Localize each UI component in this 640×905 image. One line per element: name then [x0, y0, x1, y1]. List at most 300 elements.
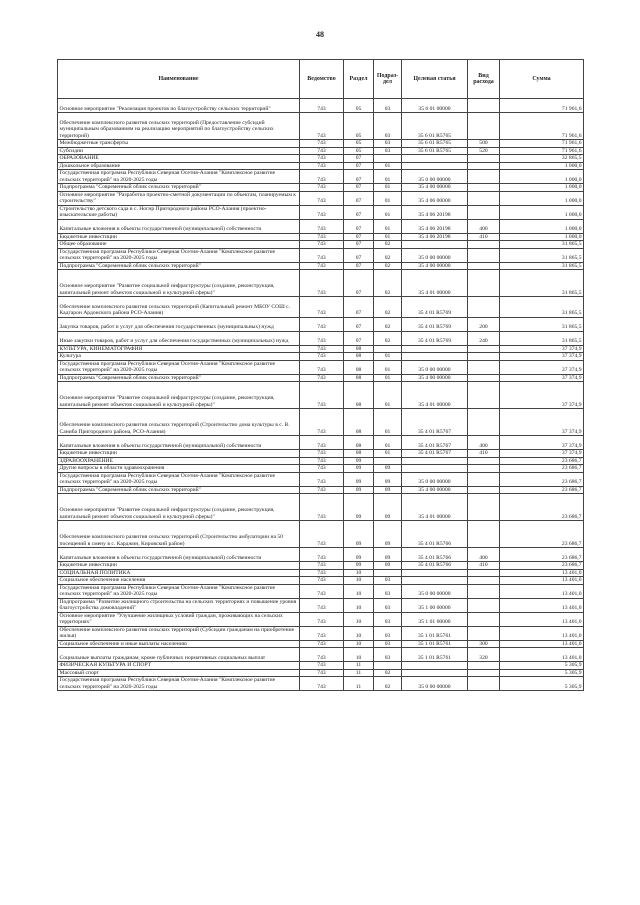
row-section: 10 [344, 648, 374, 662]
row-subsection: 02 [374, 331, 402, 345]
table-row [58, 248, 584, 262]
row-exp-type [468, 598, 500, 612]
row-amount: 13 401,0 [500, 640, 584, 648]
row-subsection: 02 [374, 317, 402, 331]
row-section: 05 [344, 147, 374, 155]
row-exp-type [468, 345, 500, 353]
row-dept: 743 [300, 669, 344, 677]
row-dept: 743 [300, 548, 344, 562]
table-row [58, 345, 584, 353]
row-article: 35 4 01 00000 [402, 270, 468, 297]
row-article [402, 662, 468, 670]
table-row [58, 382, 584, 409]
row-dept: 743 [300, 317, 344, 331]
row-amount: 23 686,7 [500, 465, 584, 473]
row-article [402, 465, 468, 473]
row-dept: 743 [300, 521, 344, 548]
table-row [58, 241, 584, 249]
row-article [402, 669, 468, 677]
row-section: 11 [344, 669, 374, 677]
row-dept: 743 [300, 219, 344, 233]
table-row [58, 184, 584, 192]
row-article: 35 4 01 R5766 [402, 562, 468, 570]
table-row [58, 457, 584, 465]
row-name: Подпрограмма "Развитие жилищного строительства на сельских территориях и повышение уровня благоустройства домовладений" [58, 598, 300, 612]
row-subsection: 01 [374, 409, 402, 436]
row-amount: 31 865,5 [500, 331, 584, 345]
row-dept: 743 [300, 677, 344, 691]
row-name: Государственная программа Республики Северная Осетия-Алания "Комплексное развитие сельских территорий" на 2020-2025 годы [58, 248, 300, 262]
row-exp-type [468, 472, 500, 486]
row-article [402, 457, 468, 465]
table-row [58, 162, 584, 170]
table-row [58, 486, 584, 494]
table-row [58, 270, 584, 297]
row-article [402, 162, 468, 170]
row-dept: 743 [300, 465, 344, 473]
row-name: Основное мероприятие "Реализация проектов по благоустройству сельских территорий" [58, 99, 300, 113]
row-subsection [374, 662, 402, 670]
row-amount: 13 401,0 [500, 626, 584, 640]
row-article: 35 4 01 00000 [402, 382, 468, 409]
row-amount: 1 000,0 [500, 205, 584, 219]
row-section: 08 [344, 436, 374, 450]
header-subsection: Подраз-дел [374, 60, 402, 99]
row-article: 35 4 01 R5769 [402, 317, 468, 331]
table-row [58, 374, 584, 382]
row-dept: 743 [300, 233, 344, 241]
row-section: 08 [344, 382, 374, 409]
row-amount: 71 961,6 [500, 147, 584, 155]
row-subsection: 02 [374, 241, 402, 249]
row-dept: 743 [300, 248, 344, 262]
table-row [58, 640, 584, 648]
row-subsection: 03 [374, 99, 402, 113]
row-amount: 1 000,0 [500, 170, 584, 184]
row-article: 35 0 00 00000 [402, 248, 468, 262]
row-section: 11 [344, 662, 374, 670]
row-amount: 37 374,9 [500, 360, 584, 374]
row-subsection: 09 [374, 562, 402, 570]
row-subsection: 01 [374, 205, 402, 219]
row-dept: 743 [300, 331, 344, 345]
row-name: Бюджетные инвестиции [58, 450, 300, 458]
table-row [58, 140, 584, 148]
row-subsection: 01 [374, 162, 402, 170]
header-name: Наименование [58, 60, 300, 99]
row-name: Социальные выплаты гражданам, кроме публичных нормативных социальных выплат [58, 648, 300, 662]
row-name: Государственная программа Республики Северная Осетия-Алания "Комплексное развитие сельских территорий" на 2020-2025 годы [58, 472, 300, 486]
row-amount: 31 865,5 [500, 270, 584, 297]
row-amount: 1 000,0 [500, 233, 584, 241]
row-name: Обеспечение комплексного развития сельских территорий (Предоставление субсидий муниципальным образованиям на реализацию мероприятий по благоустройству сельских территорий) [58, 113, 300, 140]
row-name: Общее образование [58, 241, 300, 249]
row-exp-type [468, 155, 500, 163]
row-exp-type: 240 [468, 331, 500, 345]
row-section: 05 [344, 99, 374, 113]
row-dept: 743 [300, 577, 344, 585]
row-exp-type [468, 262, 500, 270]
row-name: Государственная программа Республики Северная Осетия-Алания "Комплексное развитие сельских территорий" на 2020-2025 годы [58, 584, 300, 598]
header-article: Целевая статья [402, 60, 468, 99]
row-dept: 743 [300, 191, 344, 205]
row-section: 09 [344, 562, 374, 570]
row-dept: 743 [300, 486, 344, 494]
row-amount: 13 401,0 [500, 598, 584, 612]
table-row [58, 577, 584, 585]
row-section: 10 [344, 612, 374, 626]
row-subsection: 09 [374, 465, 402, 473]
row-amount: 31 865,5 [500, 297, 584, 318]
row-dept: 743 [300, 662, 344, 670]
row-subsection: 03 [374, 612, 402, 626]
row-dept: 743 [300, 147, 344, 155]
row-section: 09 [344, 486, 374, 494]
row-exp-type: 400 [468, 436, 500, 450]
header-exp-type: Вид расхода [468, 60, 500, 99]
row-dept: 743 [300, 612, 344, 626]
header-section: Раздел [344, 60, 374, 99]
row-dept: 743 [300, 598, 344, 612]
row-dept: 743 [300, 382, 344, 409]
table-row [58, 569, 584, 577]
row-amount: 1 000,0 [500, 219, 584, 233]
table-row [58, 436, 584, 450]
row-exp-type [468, 353, 500, 361]
row-dept: 743 [300, 409, 344, 436]
row-article: 35 4 01 R5766 [402, 521, 468, 548]
row-article: 35 0 00 00000 [402, 677, 468, 691]
row-subsection: 02 [374, 248, 402, 262]
budget-table [57, 59, 584, 691]
row-article: 35 4 06 20198 [402, 233, 468, 241]
row-article: 35 6 01 R5765 [402, 147, 468, 155]
row-subsection: 03 [374, 147, 402, 155]
table-row [58, 465, 584, 473]
row-amount: 23 686,7 [500, 494, 584, 521]
row-amount: 37 374,9 [500, 374, 584, 382]
row-dept: 743 [300, 241, 344, 249]
row-exp-type [468, 409, 500, 436]
row-section: 07 [344, 331, 374, 345]
row-subsection: 01 [374, 233, 402, 241]
row-exp-type [468, 184, 500, 192]
row-dept: 743 [300, 472, 344, 486]
row-name: ЗДРАВООХРАНЕНИЕ [58, 457, 300, 465]
row-amount: 71 961,6 [500, 140, 584, 148]
row-amount: 13 401,0 [500, 612, 584, 626]
row-section: 08 [344, 345, 374, 353]
row-article [402, 353, 468, 361]
row-section: 10 [344, 577, 374, 585]
row-dept: 743 [300, 436, 344, 450]
row-article: 35 6 01 R5765 [402, 113, 468, 140]
row-section: 07 [344, 191, 374, 205]
row-dept: 743 [300, 450, 344, 458]
header-amount: Сумма [500, 60, 584, 99]
table-row [58, 331, 584, 345]
row-subsection: 09 [374, 494, 402, 521]
row-subsection [374, 155, 402, 163]
row-subsection: 03 [374, 640, 402, 648]
table-row [58, 669, 584, 677]
row-exp-type [468, 162, 500, 170]
row-section: 10 [344, 598, 374, 612]
row-name: Социальное обеспечение и иные выплаты населению [58, 640, 300, 648]
row-exp-type [468, 270, 500, 297]
row-name: Субсидии [58, 147, 300, 155]
row-section: 07 [344, 248, 374, 262]
row-article [402, 345, 468, 353]
row-section: 09 [344, 457, 374, 465]
row-dept: 743 [300, 270, 344, 297]
table-row [58, 494, 584, 521]
row-exp-type [468, 465, 500, 473]
table-row [58, 612, 584, 626]
row-amount: 1 000,0 [500, 191, 584, 205]
header-dept: Ведомство [300, 60, 344, 99]
page-number: 48 [316, 30, 324, 39]
row-name: Дошкольное образование [58, 162, 300, 170]
row-subsection: 02 [374, 270, 402, 297]
row-article: 35 4 00 00000 [402, 486, 468, 494]
row-section: 07 [344, 270, 374, 297]
row-section: 10 [344, 640, 374, 648]
row-section: 07 [344, 155, 374, 163]
row-dept: 743 [300, 345, 344, 353]
row-subsection: 03 [374, 626, 402, 640]
row-exp-type [468, 457, 500, 465]
row-exp-type [468, 241, 500, 249]
row-exp-type: 500 [468, 140, 500, 148]
row-amount: 31 865,5 [500, 241, 584, 249]
row-article: 35 4 00 00000 [402, 184, 468, 192]
row-section: 07 [344, 219, 374, 233]
row-exp-type [468, 113, 500, 140]
row-dept: 743 [300, 155, 344, 163]
table-body [58, 99, 584, 691]
row-exp-type [468, 205, 500, 219]
row-article: 35 4 01 R5767 [402, 409, 468, 436]
row-amount: 23 686,7 [500, 472, 584, 486]
row-dept: 743 [300, 162, 344, 170]
row-name: Основное мероприятие "Улучшение жилищных условий граждан, проживающих на сельских территориях" [58, 612, 300, 626]
row-section: 10 [344, 569, 374, 577]
row-dept: 743 [300, 569, 344, 577]
table-row [58, 297, 584, 318]
table-row [58, 548, 584, 562]
row-subsection: 09 [374, 472, 402, 486]
row-amount: 23 686,7 [500, 548, 584, 562]
table-row [58, 205, 584, 219]
row-amount: 31 865,5 [500, 317, 584, 331]
row-amount: 13 401,0 [500, 569, 584, 577]
row-article [402, 155, 468, 163]
row-dept: 743 [300, 457, 344, 465]
row-name: Обеспечение комплексного развития сельских территорий (Строительство амбулатории на 50 посещений в смену в с. Карджин, Кировский район) [58, 521, 300, 548]
row-exp-type [468, 382, 500, 409]
row-name: Массовый спорт [58, 669, 300, 677]
row-subsection: 03 [374, 584, 402, 598]
row-article: 35 0 00 00000 [402, 170, 468, 184]
row-section: 09 [344, 472, 374, 486]
row-amount: 1 000,0 [500, 184, 584, 192]
table-row [58, 409, 584, 436]
row-name: Основное мероприятие "Разработка проектно-сметной документации по объектам, планируемым к строительству" [58, 191, 300, 205]
row-exp-type [468, 669, 500, 677]
row-subsection: 03 [374, 113, 402, 140]
row-article [402, 577, 468, 585]
row-name: Подпрограмма "Современный облик сельских территорий" [58, 184, 300, 192]
row-name: Культура [58, 353, 300, 361]
table-row [58, 662, 584, 670]
row-dept: 743 [300, 353, 344, 361]
row-amount: 5 305,9 [500, 669, 584, 677]
row-section: 07 [344, 241, 374, 249]
row-amount: 23 686,7 [500, 457, 584, 465]
table-row [58, 598, 584, 612]
row-amount: 23 686,7 [500, 486, 584, 494]
row-subsection: 09 [374, 486, 402, 494]
row-amount: 31 865,5 [500, 248, 584, 262]
row-subsection: 02 [374, 262, 402, 270]
table-row [58, 472, 584, 486]
row-amount: 31 865,5 [500, 262, 584, 270]
row-amount: 23 686,7 [500, 562, 584, 570]
row-section: 07 [344, 205, 374, 219]
row-name: Бюджетные инвестиции [58, 233, 300, 241]
row-article: 35 6 01 R5765 [402, 140, 468, 148]
row-exp-type [468, 170, 500, 184]
row-subsection: 01 [374, 382, 402, 409]
row-subsection: 09 [374, 548, 402, 562]
row-subsection: 03 [374, 577, 402, 585]
row-subsection: 01 [374, 450, 402, 458]
row-article: 35 4 01 R5766 [402, 548, 468, 562]
row-section: 07 [344, 262, 374, 270]
row-dept: 743 [300, 584, 344, 598]
row-name: Основное мероприятие "Развитие социальной инфраструктуры (создание, реконструкция, капитальный ремонт объектов социальной и культурной сферы)" [58, 382, 300, 409]
row-article: 35 6 01 00000 [402, 99, 468, 113]
row-exp-type [468, 486, 500, 494]
row-article [402, 569, 468, 577]
row-name: Подпрограмма "Современный облик сельских территорий" [58, 486, 300, 494]
row-section: 09 [344, 521, 374, 548]
row-name: Социальное обеспечение населения [58, 577, 300, 585]
row-name: Обеспечение комплексного развития сельских территорий (Субсидии гражданам на приобретение жилья) [58, 626, 300, 640]
row-subsection: 01 [374, 170, 402, 184]
row-dept: 743 [300, 99, 344, 113]
row-amount: 37 374,9 [500, 345, 584, 353]
row-exp-type [468, 612, 500, 626]
row-section: 09 [344, 548, 374, 562]
row-subsection: 02 [374, 677, 402, 691]
budget-table-wrapper [57, 59, 583, 691]
row-subsection: 09 [374, 521, 402, 548]
row-dept: 743 [300, 374, 344, 382]
row-article: 35 4 01 R5767 [402, 436, 468, 450]
row-section: 07 [344, 317, 374, 331]
row-dept: 743 [300, 184, 344, 192]
row-amount: 32 865,5 [500, 155, 584, 163]
row-name: Основное мероприятие "Развитие социальной инфраструктуры (создание, реконструкция, капитальный ремонт объектов социальной и культурной сферы)" [58, 270, 300, 297]
row-dept: 743 [300, 640, 344, 648]
row-exp-type [468, 374, 500, 382]
row-article: 35 1 01 R5761 [402, 648, 468, 662]
row-amount: 5 305,9 [500, 677, 584, 691]
row-section: 10 [344, 626, 374, 640]
row-article: 35 1 01 R5761 [402, 626, 468, 640]
row-name: Строительство детского сада в с. Ногир Пригородного района РСО-Алания (проектно-изыскательские работы) [58, 205, 300, 219]
row-subsection: 01 [374, 353, 402, 361]
row-dept: 743 [300, 494, 344, 521]
table-row [58, 219, 584, 233]
row-amount: 37 374,9 [500, 353, 584, 361]
row-amount: 13 401,0 [500, 577, 584, 585]
row-subsection: 03 [374, 598, 402, 612]
row-name: Капитальные вложения в объекты государственной (муниципальной) собственности [58, 548, 300, 562]
row-section: 07 [344, 184, 374, 192]
row-section: 08 [344, 450, 374, 458]
row-exp-type: 300 [468, 640, 500, 648]
table-row [58, 191, 584, 205]
row-exp-type [468, 360, 500, 374]
row-name: Основное мероприятие "Развитие социальной инфраструктуры (создание, реконструкция, капитальный ремонт объектов социальной и культурной сферы)" [58, 494, 300, 521]
row-exp-type [468, 569, 500, 577]
row-exp-type: 410 [468, 233, 500, 241]
row-amount: 71 961,6 [500, 113, 584, 140]
row-exp-type [468, 494, 500, 521]
row-exp-type: 400 [468, 548, 500, 562]
row-article: 35 4 01 R5767 [402, 450, 468, 458]
row-dept: 743 [300, 297, 344, 318]
row-article: 35 1 01 R5761 [402, 640, 468, 648]
table-row [58, 317, 584, 331]
row-amount: 13 401,0 [500, 648, 584, 662]
row-name: Другие вопросы в области здравоохранения [58, 465, 300, 473]
row-subsection: 02 [374, 297, 402, 318]
row-dept: 743 [300, 360, 344, 374]
row-exp-type [468, 99, 500, 113]
row-name: Иные закупки товаров, работ и услуг для обеспечения государственных (муниципальных) нужд [58, 331, 300, 345]
row-section: 07 [344, 297, 374, 318]
row-name: Обеспечение комплексного развития сельских территорий (Строительство дома культуры в с. В. Саниба Пригородного района, РСО-Алания) [58, 409, 300, 436]
table-row [58, 353, 584, 361]
row-article: 35 0 00 00000 [402, 584, 468, 598]
row-article: 35 4 06 20198 [402, 219, 468, 233]
row-subsection [374, 345, 402, 353]
table-row [58, 170, 584, 184]
table-row [58, 233, 584, 241]
row-section: 09 [344, 465, 374, 473]
row-dept: 743 [300, 648, 344, 662]
row-amount: 13 401,0 [500, 584, 584, 598]
row-name: Государственная программа Республики Северная Осетия-Алания "Комплексное развитие сельских территорий" на 2020-2025 годы [58, 170, 300, 184]
row-dept: 743 [300, 170, 344, 184]
row-exp-type: 400 [468, 219, 500, 233]
row-name: Государственная программа Республики Северная Осетия-Алания "Комплексное развитие сельских территорий" на 2020-2025 годы [58, 360, 300, 374]
row-subsection: 01 [374, 219, 402, 233]
row-section: 10 [344, 584, 374, 598]
row-dept: 743 [300, 262, 344, 270]
row-exp-type: 520 [468, 147, 500, 155]
row-subsection: 03 [374, 648, 402, 662]
table-row [58, 147, 584, 155]
row-name: Закупка товаров, работ и услуг для обеспечения государственных (муниципальных) нужд [58, 317, 300, 331]
row-subsection: 03 [374, 140, 402, 148]
table-row [58, 360, 584, 374]
row-article: 35 4 01 00000 [402, 494, 468, 521]
